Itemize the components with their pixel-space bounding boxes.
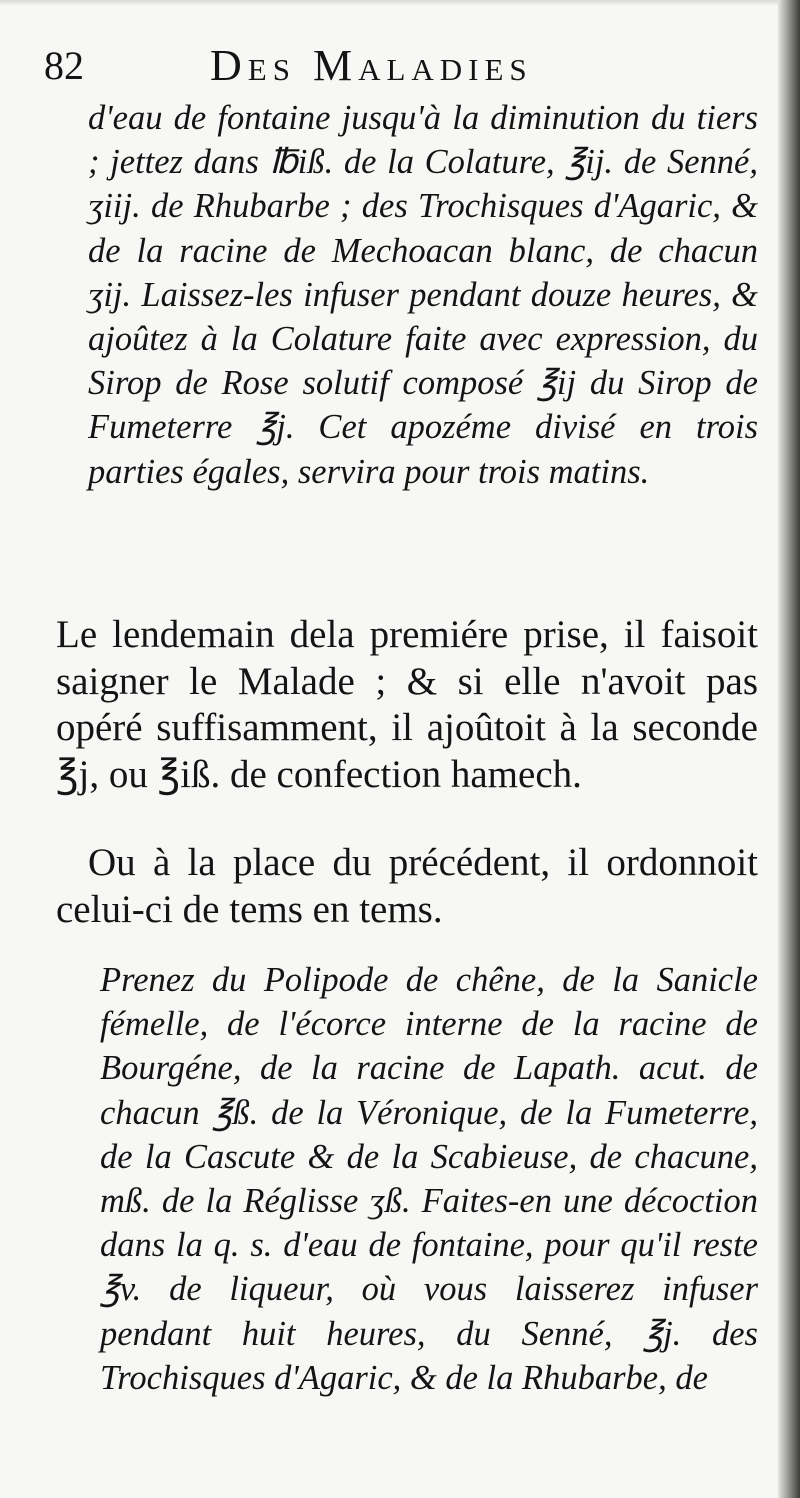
scan-binding-edge — [778, 0, 800, 1498]
recipe-1-text: d'eau de fontaine jusqu'à la diminution du tiers ; jettez dans ℔iß. de la Colature, ℥ij. de Senné, ʒiij. de Rhubarbe ; des Trochisques d'Agaric, & de la racine de Mechoacan blanc, de chacun ʒij. Laissez-les infuser pendant douze heures, & ajoûtez à la Colature faite avec expression, du Sirop de Rose solutif composé ℥ij du Sirop de Fumeterre ℥j. Cet apozéme divisé en trois parties égales, servira pour trois matins. — [88, 99, 758, 491]
page-header — [44, 40, 744, 92]
paragraph-block-1 — [56, 612, 758, 798]
paragraph-block-2 — [56, 840, 758, 933]
running-title: Des Maladies — [210, 41, 533, 90]
recipe-2-text: Prenez du Polipode de chêne, de la Sanicle fémelle, de l'écorce interne de la racine de Bourgéne, de la racine de Lapath. acut. de chacun ℥ß. de la Véronique, de la Fumeterre, de la Cascute & de la Scabieuse, de chacune, mß. de la Réglisse ʒß. Faites-en une décoction dans la q. s. d'eau de fontaine, pour qu'il reste ℥v. de liqueur, où vous laisserez infuser pendant huit heures, du Senné, ℥j. des Trochisques d'Agaric, & de la Rhubarbe, de — [100, 961, 758, 1397]
recipe-block-1 — [88, 96, 758, 494]
recipe-block-2 — [100, 958, 758, 1400]
paragraph-2-text: Ou à la place du précédent, il ordonnoit celui-ci de tems en tems. — [56, 841, 758, 931]
page-number: 82 — [44, 43, 84, 88]
scan-top-edge — [0, 0, 800, 6]
paragraph-1-text: Le lendemain dela premiére prise, il faisoit saigner le Malade ; & si elle n'avoit pas opéré suffisamment, il ajoûtoit à la seconde ℥j, ou ℥iß. de confection hamech. — [56, 613, 758, 796]
